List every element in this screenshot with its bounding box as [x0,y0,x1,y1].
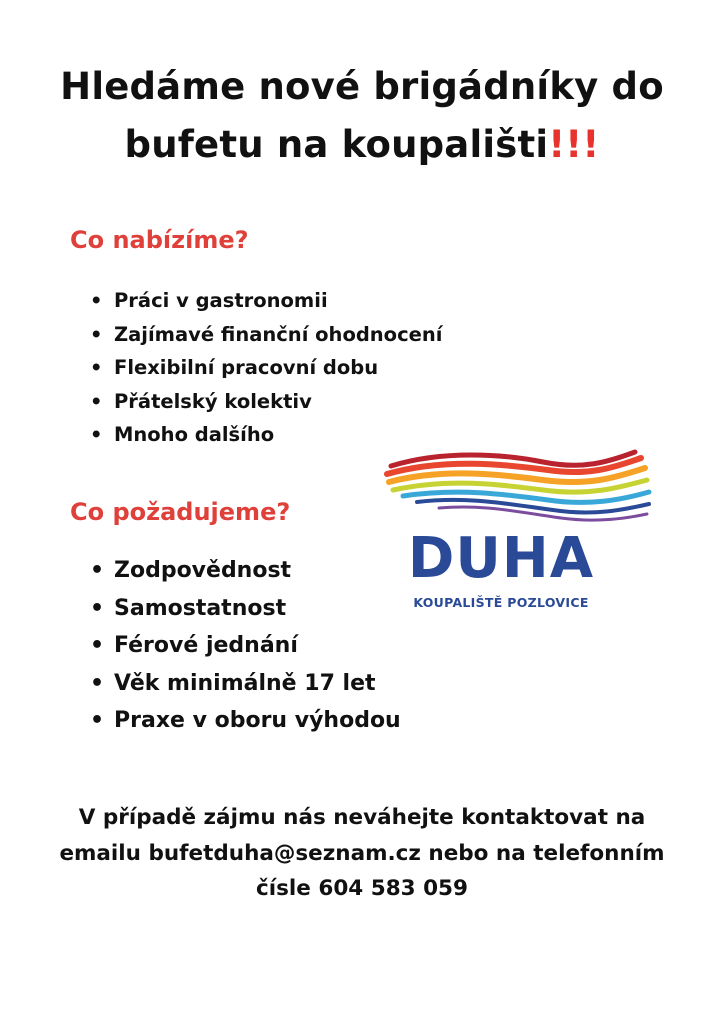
headline-line-2 [0,116,724,174]
contact-line-2: emailu bufetduha@seznam.cz nebo na telefonním [59,840,665,866]
list-item: • Praxe v oboru výhodou [90,702,401,740]
contact-text [0,800,724,907]
rainbow-waves-icon [383,448,653,528]
list-item: • Flexibilní pracovní dobu [90,351,442,385]
list-item: • Zodpovědnost [90,552,401,590]
list-item: • Práci v gastronomii [90,284,442,318]
list-item: • Přátelský kolektiv [90,385,442,419]
list-item: • Férové jednání [90,627,401,665]
requirements-title: Co požadujeme? [70,498,291,526]
contact-line-1: V případě zájmu nás neváhejte kontaktovat na [78,805,646,830]
logo-wordmark: DUHA [407,526,595,591]
list-item: • Samostatnost [90,590,401,628]
headline-line-2-text: bufetu na koupališti [124,123,549,166]
list-item: • Zajímavé finanční ohodnocení [90,318,442,352]
headline-emphasis: !!! [548,123,600,166]
contact-line-3: čísle 604 583 059 [256,876,468,901]
requirements-list [90,552,401,740]
list-item: • Věk minimálně 17 let [90,665,401,703]
list-item: • Mnoho dalšího [90,418,442,452]
offer-list [90,284,442,452]
offer-title: Co nabízíme? [70,226,249,254]
headline [0,58,724,174]
duha-logo [383,448,653,618]
headline-line-1: Hledáme nové brigádníky do [60,65,664,108]
logo-subtitle: KOUPALIŠTĚ POZLOVICE [413,595,589,610]
